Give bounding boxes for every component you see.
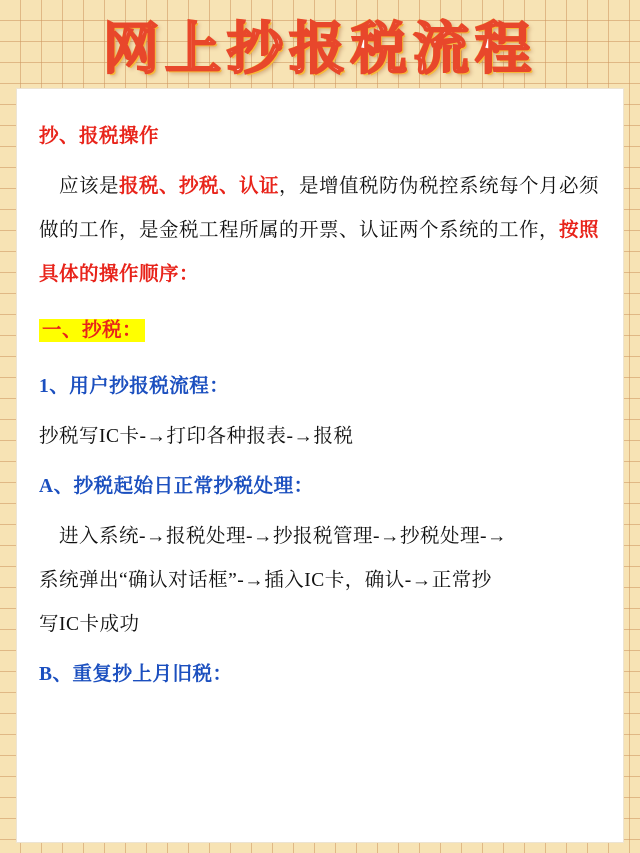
paragraph-intro-middle: ，是增值税防伪税控系统每个月必须做的工作，是金税工程所属的开票、认证两个系统的工作， [39,176,600,241]
heading-step-one-text: 一、抄税： [39,319,145,342]
paragraph-intro-lead: 应该是 [39,176,120,197]
page-title: 网上抄报税流程 [103,19,537,81]
heading-step-one [39,309,601,353]
content-card [16,88,624,843]
item-a-body-line-1: 进入系统-→报税处理-→抄报税管理-→抄税处理-→ [39,526,507,547]
paragraph-intro-tail: 按照具体的操作顺序： [39,220,600,285]
item-a-body-line-3: 写IC卡成功 [39,614,140,635]
item-b-title: B、重复抄上月旧税： [39,664,233,685]
item-1-title: 1、用户抄报税流程： [39,376,230,397]
paragraph-intro-emphasis: 报税、抄税、认证 [119,176,280,197]
section-heading: 抄、报税操作 [39,126,160,147]
title-banner [12,8,628,82]
item-1-flow: 抄税写IC卡-→打印各种报表-→报税 [39,426,354,447]
paragraph-intro [39,165,601,297]
item-a-title: A、抄税起始日正常抄税处理： [39,476,314,497]
item-a-body-line-2: 系统弹出“确认对话框”-→插入IC卡，确认-→正常抄 [39,570,492,591]
